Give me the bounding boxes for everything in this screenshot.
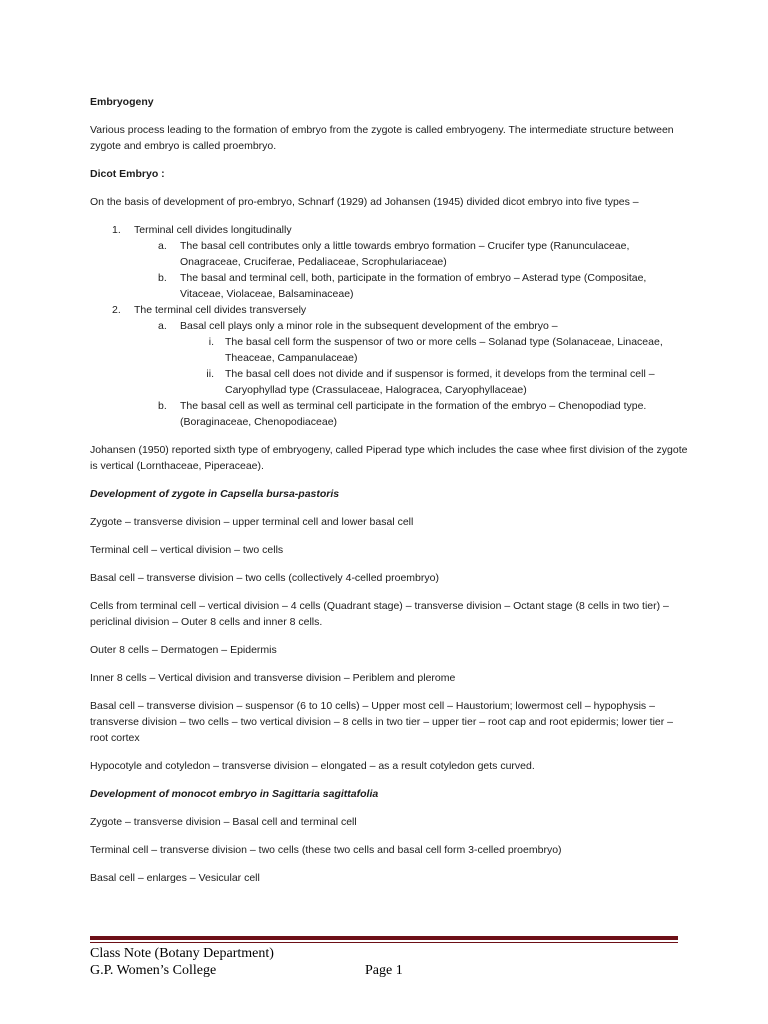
heading-monocot: Development of monocot embryo in Sagittaria sagittafolia	[90, 788, 379, 800]
capsella-step: Zygote – transverse division – upper terminal cell and lower basal cell	[90, 516, 414, 528]
list-item-text: The basal cell as well as terminal cell participate in the formation of the embryo – Chenopodiad type. (Boraginaceae, Chenopodiaceae)	[180, 400, 647, 428]
footer-divider-thick	[90, 936, 678, 940]
list-roman: ii.	[206, 368, 214, 380]
list-letter: a.	[158, 320, 167, 332]
list-letter: b.	[158, 272, 167, 284]
list-item-text: Basal cell plays only a minor role in the subsequent development of the embryo –	[180, 320, 558, 332]
footer-page-number: Page 1	[365, 963, 403, 978]
list-item-1a	[90, 238, 690, 270]
heading-embryogeny: Embryogeny	[90, 96, 154, 108]
list-letter: a.	[158, 240, 167, 252]
dicot-intro-paragraph: On the basis of development of pro-embryo, Schnarf (1929) ad Johansen (1945) divided dicot embryo into five types –	[90, 196, 639, 208]
list-letter: b.	[158, 400, 167, 412]
capsella-step: Hypocotyle and cotyledon – transverse division – elongated – as a result cotyledon gets curved.	[90, 760, 535, 772]
capsella-step: Basal cell – transverse division – two cells (collectively 4-celled proembryo)	[90, 572, 439, 584]
list-number: 2.	[112, 304, 121, 316]
capsella-step: Inner 8 cells – Vertical division and transverse division – Periblem and plerome	[90, 672, 456, 684]
monocot-step: Basal cell – enlarges – Vesicular cell	[90, 872, 260, 884]
footer-divider-thin	[90, 942, 678, 943]
list-item-2a	[90, 318, 690, 334]
heading-capsella: Development of zygote in Capsella bursa-pastoris	[90, 488, 340, 500]
list-item-text: The terminal cell divides transversely	[134, 304, 307, 316]
capsella-step: Outer 8 cells – Dermatogen – Epidermis	[90, 644, 277, 656]
list-item-text: The basal cell does not divide and if suspensor is formed, it develops from the terminal cell – Caryophyllad type (Crassulaceae, Halogracea, Caryophyllaceae)	[225, 368, 655, 396]
list-item-2	[90, 302, 690, 318]
capsella-step: Cells from terminal cell – vertical division – 4 cells (Quadrant stage) – transverse division – Octant stage (8 cells in two tier) – periclinal division – Outer 8 cells and inner 8 cells.	[90, 600, 669, 628]
list-item-2a-i	[90, 334, 690, 366]
johansen-paragraph: Johansen (1950) reported sixth type of embryogeny, called Piperad type which includes the case whee first division of the zygote is vertical (Lornthaceae, Piperaceae).	[90, 444, 688, 472]
list-item-text: The basal and terminal cell, both, participate in the formation of embryo – Asterad type (Compositae, Vitaceae, Violaceae, Balsaminaceae)	[180, 272, 647, 300]
list-item-text: The basal cell form the suspensor of two or more cells – Solanad type (Solanaceae, Linaceae, Theaceae, Campanulaceae)	[225, 336, 663, 364]
list-item-2b	[90, 398, 690, 430]
monocot-step: Zygote – transverse division – Basal cell and terminal cell	[90, 816, 357, 828]
heading-dicot-embryo: Dicot Embryo :	[90, 168, 165, 180]
footer-class-note: Class Note (Botany Department)	[90, 946, 274, 961]
list-item-1	[90, 222, 690, 238]
list-item-2a-ii	[90, 366, 690, 398]
monocot-step: Terminal cell – transverse division – two cells (these two cells and basal cell form 3-celled proembryo)	[90, 844, 562, 856]
list-roman: i.	[208, 336, 214, 348]
capsella-step: Basal cell – transverse division – suspensor (6 to 10 cells) – Upper most cell – Haustorium; lowermost cell – hypophysis – transverse division – two cells – two vertical division – 8 cells in two tier – upper tier – root cap and root epidermis; lower tier – root cortex	[90, 700, 674, 744]
list-item-1b	[90, 270, 690, 302]
footer-divider	[90, 936, 678, 943]
list-number: 1.	[112, 224, 121, 236]
intro-paragraph: Various process leading to the formation of embryo from the zygote is called embryogeny. The intermediate structure between zygote and embryo is called proembryo.	[90, 124, 674, 152]
capsella-step: Terminal cell – vertical division – two cells	[90, 544, 284, 556]
footer-college: G.P. Women’s College	[90, 963, 217, 978]
list-item-text: Terminal cell divides longitudinally	[134, 224, 292, 236]
document-body	[90, 94, 690, 886]
list-item-text: The basal cell contributes only a little towards embryo formation – Crucifer type (Ranunculaceae, Onagraceae, Cruciferae, Pedaliaceae, Scrophulariaceae)	[180, 240, 630, 268]
